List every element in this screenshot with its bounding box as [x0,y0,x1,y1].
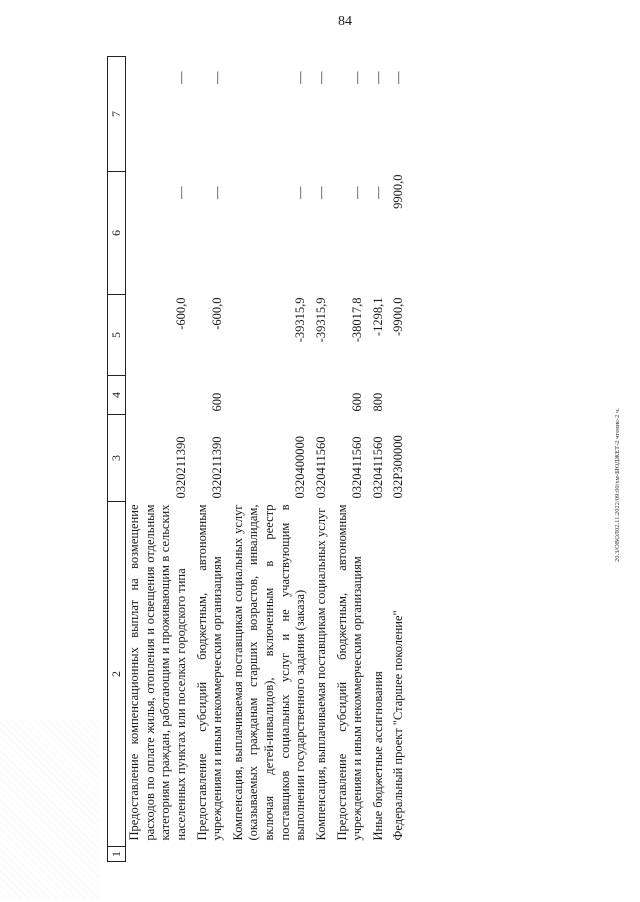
col6-value: — [370,186,385,199]
description-cell: Иные бюджетные ассигнования [370,671,385,841]
budget-table [107,56,411,862]
table-row [390,57,411,862]
amount-cell: -39315,9 [313,297,328,343]
col7-value: — [350,71,365,84]
description-cell: Компенсация, выплачиваемая поставщикам социальных услуг (оказываемых гражданам старших возрастов, инвалидам, включая детей-инвалидов), включенным в реестр поставщиков социальных услуг и не участвующим в выполнении государственного задания (заказа) [230,504,308,841]
col7-value: — [293,71,308,84]
expense-type-cell [390,376,411,415]
col6-value: — [313,186,328,199]
expense-type-cell [126,376,194,415]
code-cell: 0320411560 [350,436,365,499]
col6-value: 9900,0 [391,174,406,209]
code-cell: 0320411560 [313,436,328,499]
row-index-cell [126,847,194,862]
col6-cell [390,172,411,295]
code-cell: 0320411560 [370,436,385,499]
description-cell: Федеральный проект "Старшее поколение" [391,610,406,841]
amount-cell: -9900,0 [391,297,406,337]
col7-value: — [391,71,406,84]
col6-cell [370,172,391,295]
col6-cell [194,172,230,295]
expense-type-cell [230,376,313,415]
col7-cell [126,57,194,172]
col6-cell [126,172,194,295]
row-index-cell [313,847,334,862]
col6-value: — [293,186,308,199]
header-cell-5: 5 [108,295,126,376]
amount-cell: -38017,8 [350,297,365,343]
table-row [230,57,313,862]
expense-type-cell: 600 [350,392,365,412]
col7-cell [194,57,230,172]
expense-type-cell [313,376,334,415]
col6-value: — [173,186,188,199]
expense-type-cell: 800 [370,392,385,412]
header-cell-3: 3 [108,415,126,502]
footer-code: 20.3/ОВОЛ02.11.2022/09:00/хм-БЮДЖЕТ-2 чтение-2 ч. [614,408,621,562]
col7-cell [370,57,391,172]
page-number: 84 [338,14,352,29]
code-cell: 0320211390 [210,436,225,499]
header-cell-7: 7 [108,57,126,172]
table-row [334,57,370,862]
amount-cell: -39315,9 [293,297,308,343]
description-cell: Предоставление субсидий бюджетным, автономным учреждениям и иным некоммерческим организациям [334,504,365,841]
header-cell-1: 1 [108,847,126,862]
col6-cell [230,172,313,295]
table-row [313,57,334,862]
header-cell-6: 6 [108,172,126,295]
code-cell: 032P300000 [391,435,406,499]
description-cell: Предоставление компенсационных выплат на возмещение расходов по оплате жилья, отопления и освещения отдельным категориям граждан, работающим и проживающим в сельских населенных пунктах или поселках городского типа [127,504,188,841]
row-index-cell [370,847,391,862]
description-cell: Предоставление субсидий бюджетным, автономным учреждениям и иным некоммерческим организациям [194,504,225,841]
table-row [126,57,194,862]
amount-cell: -600,0 [210,297,225,330]
expense-type-cell: 600 [210,392,225,412]
budget-sheet [107,62,587,862]
col7-value: — [210,71,225,84]
table-row [370,57,391,862]
col6-value: — [350,186,365,199]
description-cell: Компенсация, выплачиваемая поставщикам социальных услуг [313,507,328,841]
row-index-cell [390,847,411,862]
row-index-cell [230,847,313,862]
col6-cell [313,172,334,295]
scan-noise [0,720,100,900]
header-cell-2: 2 [108,502,126,847]
header-cell-4: 4 [108,376,126,415]
amount-cell: -600,0 [173,297,188,330]
col7-cell [313,57,334,172]
row-index-cell [194,847,230,862]
code-cell: 0320211390 [173,436,188,499]
code-cell: 0320400000 [293,436,308,499]
col6-cell [334,172,370,295]
col7-cell [230,57,313,172]
col7-value: — [173,71,188,84]
col6-value: — [210,186,225,199]
header-row [108,57,126,862]
row-index-cell [334,847,370,862]
amount-cell: -1298,1 [370,297,385,337]
table-row [194,57,230,862]
col7-cell [390,57,411,172]
col7-cell [334,57,370,172]
col7-value: — [370,71,385,84]
col7-value: — [313,71,328,84]
